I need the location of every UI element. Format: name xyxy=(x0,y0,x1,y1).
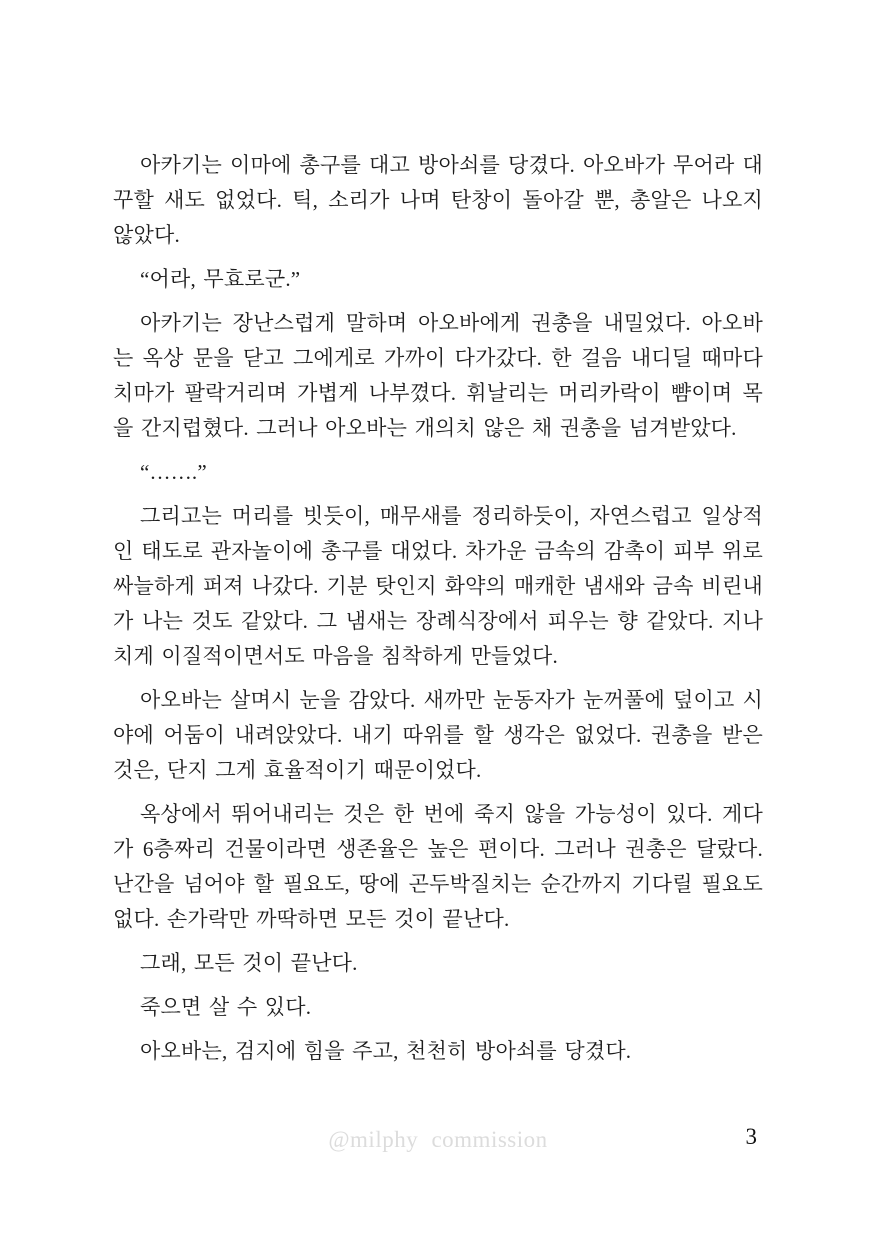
paragraph: 죽으면 살 수 있다. xyxy=(140,995,312,1019)
paragraph: 옥상에서 뛰어내리는 것은 한 번에 죽지 않을 가능성이 있다. 게다가 6층짜리 건물이라면 생존율은 높은 편이다. 그러나 권총은 달랐다. 난간을 넘어야 할 필요도, 땅에 곤두박질치는 순간까지 기다릴 필요도 없다. 손가락만 까딱하면 모든 것이 끝난다. xyxy=(113,802,763,931)
page-footer xyxy=(113,1124,763,1160)
paragraph: 아오바는 살며시 눈을 감았다. 새까만 눈동자가 눈꺼풀에 덮이고 시야에 어둠이 내려앉았다. 내기 따위를 할 생각은 없었다. 권총을 받은 것은, 단지 그게 효율적이기 때문이었다. xyxy=(113,688,763,782)
paragraph: 아카기는 장난스럽게 말하며 아오바에게 권총을 내밀었다. 아오바는 옥상 문을 닫고 그에게로 가까이 다가갔다. 한 걸음 내디딜 때마다 치마가 팔락거리며 가볍게 나부꼈다. 휘날리는 머리카락이 뺨이며 목을 간지럽혔다. 그러나 아오바는 개의치 않은 채 권총을 넘겨받았다. xyxy=(113,311,763,440)
paragraph: 아오바는, 검지에 힘을 주고, 천천히 방아쇠를 당겼다. xyxy=(140,1039,632,1063)
page-body xyxy=(113,148,763,1078)
paragraph: 그리고는 머리를 빗듯이, 매무새를 정리하듯이, 자연스럽고 일상적인 태도로 관자놀이에 총구를 대었다. 차가운 금속의 감촉이 피부 위로 싸늘하게 퍼져 나갔다. 기분 탓인지 화약의 매캐한 냄새와 금속 비린내가 나는 것도 같았다. 그 냄새는 장례식장에서 피우는 향 같았다. 지나치게 이질적이면서도 마음을 침착하게 만들었다. xyxy=(113,504,763,668)
page-number: 3 xyxy=(745,1124,757,1149)
paragraph: 아카기는 이마에 총구를 대고 방아쇠를 당겼다. 아오바가 무어라 대꾸할 새도 없었다. 틱, 소리가 나며 탄창이 돌아갈 뿐, 총알은 나오지 않았다. xyxy=(113,153,763,247)
watermark-text: @milphy commission xyxy=(328,1127,548,1152)
paragraph: 그래, 모든 것이 끝난다. xyxy=(140,951,358,975)
paragraph-dialogue: “…….” xyxy=(140,460,207,484)
paragraph-dialogue: “어라, 무효로군.” xyxy=(140,267,301,291)
